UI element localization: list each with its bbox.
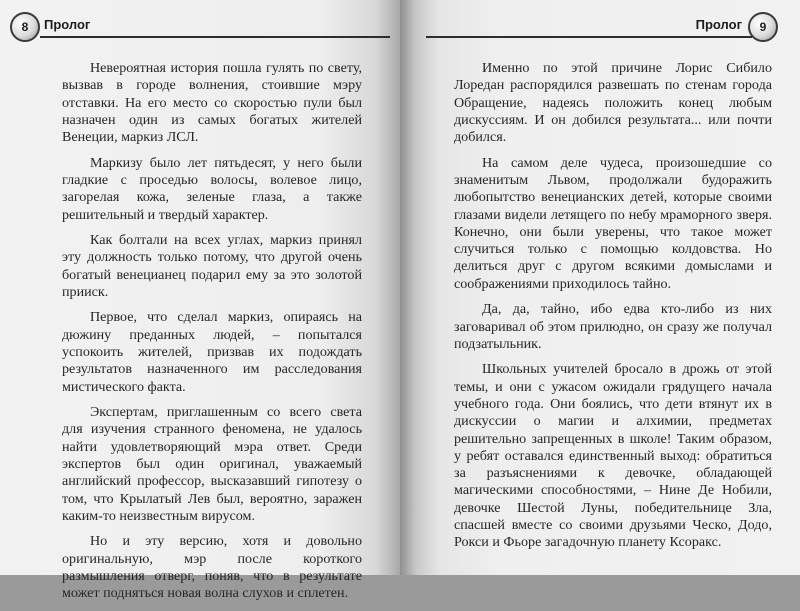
header-rule (426, 36, 752, 38)
paragraph: Первое, что сделал маркиз, опираясь на дюжину преданных людей, – попытался успокоить жителей, призвав их подождать результатов назначенного им расследования мистического факта. (62, 309, 362, 395)
right-page (400, 0, 800, 575)
page-number: 8 (21, 20, 29, 34)
paragraph: Маркизу было лет пятьдесят, у него были гладкие с проседью волосы, волевое лицо, загорелая кожа, зеленые глаза, а также решительный и твердый характер. (62, 154, 362, 223)
paragraph: Экспертам, приглашенным со всего света для изучения странного феномена, не удалось найти удовлетворяющий мэра ответ. Среди экспертов был один оригинал, уважаемый английский профессор, высказавший гипотезу о том, что Крылатый Лев был, вероятно, заражен каким-то неизвестным вирусом. (62, 404, 362, 524)
paragraph: Школьных учителей бросало в дрожь от этой темы, и они с ужасом ожидали грядущего начала учебного года. Они боялись, что дети втянут их в дискуссии о магии и алхимии, предметах решительно запрещенных в школе! Таким образом, у ребят оставался единственный выход: обратиться за разъяснениями к девочке, обладающей магическими способностями, – Нине Де Нобили, девочке Шестой Луны, победительнице Зла, спасшей вместе со своими друзьями Ческо, Додо, Рокси и Фьоре загадочную планету Ксоракс. (454, 361, 772, 551)
paragraph: Невероятная история пошла гулять по свету, вызвав в городе волнения, стоившие мэру отставки. На его место со скоростью пули был назначен один из самых богатых жителей Венеции, маркиз ЛСЛ. (62, 60, 362, 146)
header-rule (40, 36, 390, 38)
paragraph: Да, да, тайно, ибо едва кто-либо из них заговаривал об этом прилюдно, он сразу же получал подзатыльник. (454, 301, 772, 352)
paragraph: Именно по этой причине Лорис Сибило Лоредан распорядился развешать по стенам города Обращение, надеясь положить конец любым дискуссиям. И он добился результата... или почти добился. (454, 60, 772, 146)
body-text (62, 60, 362, 611)
page-number-badge (748, 12, 778, 42)
running-header-title: Пролог (695, 17, 742, 32)
left-page (0, 0, 400, 602)
running-header-title: Пролог (44, 17, 91, 32)
body-text (454, 60, 772, 560)
paragraph: Но и эту версию, хотя и довольно оригинальную, мэр после короткого размышления отверг, поняв, что в результате может подняться новая волна слухов и сплетен. (62, 533, 362, 602)
paragraph: На самом деле чудеса, произошедшие со знаменитым Львом, продолжали будоражить любопытство венецианских детей, которые своими глазами видели летящего по небу мраморного зверя. Конечно, они были уверены, что такое может случиться только с помощью колдовства. Но делиться друг с другом всякими домыслами и соображениями приходилось тайно. (454, 154, 772, 292)
page-number-badge (10, 12, 40, 42)
paragraph: Как болтали на всех углах, маркиз принял эту должность только потому, что другой очень богатый венецианец подарил ему за это золотой прииск. (62, 232, 362, 300)
page-number: 9 (759, 20, 767, 34)
